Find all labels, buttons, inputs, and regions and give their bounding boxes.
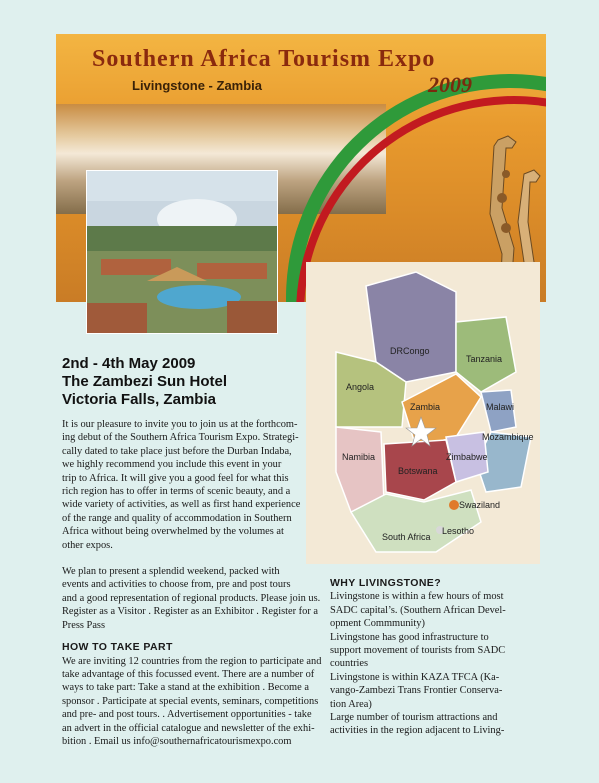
left-column	[62, 418, 322, 748]
plan-line: Register as a Visitor . Register as an Exhibitor . Register for a	[62, 606, 319, 618]
intro-line: Africa without being overwhelmed by the volumes at	[62, 526, 284, 538]
map-label-namibia: Namibia	[342, 452, 376, 462]
event-dates: 2nd - 4th May 2009	[62, 355, 196, 372]
why-line: activities in the region adjacent to Living-	[330, 725, 505, 737]
why-line: SADC capital’s. (Southern African Devel-	[330, 604, 506, 616]
map-label-zimbabwe: Zimbabwe	[446, 452, 488, 462]
map-label-swaziland: Swaziland	[459, 500, 501, 510]
banner-year: 2009	[428, 72, 472, 97]
event-place: Victoria Falls, Zambia	[62, 391, 216, 408]
intro-line: trip to Africa. It will give you a good feel for what this	[62, 472, 289, 484]
map-label-tanzania: Tanzania	[466, 354, 503, 364]
map-label-angola: Angola	[346, 382, 375, 392]
why-line: countries	[330, 658, 369, 670]
how-line: an advert in the official catalogue and newsletter of the exhi-	[62, 722, 315, 734]
how-line[interactable]: bition . Email us info@southernafricatourismexpo.com	[62, 735, 292, 747]
why-line: tion Area)	[330, 698, 372, 710]
plan-line: We plan to present a splendid weekend, packed with	[62, 566, 280, 578]
why-line: Large number of tourism attractions and	[330, 712, 498, 724]
event-heading	[62, 355, 322, 409]
plan-line: and a good representation of regional products. Please join us.	[62, 592, 321, 604]
intro-line: cally dated to take place just before the Durban Indaba,	[62, 445, 292, 457]
map-label-zambia: Zambia	[410, 402, 441, 412]
event-venue: The Zambezi Sun Hotel	[62, 373, 228, 390]
why-line: vango-Zambezi Trans Frontier Conserva-	[330, 685, 503, 697]
intro-line: other expos.	[62, 539, 113, 551]
banner-title: Southern Africa Tourism Expo	[92, 46, 436, 72]
map-label-mozambique: Mozambique	[482, 432, 534, 442]
map-label-botswana: Botswana	[398, 466, 438, 476]
intro-line: of the range and quality of accommodation in Southern	[62, 512, 292, 524]
southern-africa-map	[306, 262, 540, 564]
how-line: take advantage of this focussed event. There are a number of	[62, 668, 315, 680]
intro-line: ing debut of the Southern Africa Tourism Expo. Strategi-	[62, 432, 299, 444]
plan-line: events and activities to choose from, pre and post tours	[62, 579, 291, 591]
intro-line: wide variety of activities, as well as first hand experience	[62, 499, 301, 511]
map-label-malawi: Malawi	[486, 402, 515, 412]
map-label-south-africa: South Africa	[382, 532, 431, 542]
plan-line: Press Pass	[62, 619, 106, 631]
map-label-lesotho: Lesotho	[442, 526, 475, 536]
how-line: sponsor . Participate at special events, seminars, competitions	[62, 695, 319, 707]
why-line: opment Commmunity)	[330, 618, 425, 630]
intro-line: It is our pleasure to invite you to join us at the forthcom-	[62, 419, 298, 430]
hotel-photo	[86, 170, 278, 334]
why-line: Livingstone is within KAZA TFCA (Ka-	[330, 671, 500, 683]
why-line: Livingstone has good infrastructure to	[330, 631, 489, 643]
map-label-drcongo: DRCongo	[390, 346, 430, 356]
how-line: and pre- and post tours. . Advertisement opportunities - take	[62, 709, 312, 721]
banner-location: Livingstone - Zambia	[132, 78, 263, 93]
why-line: Livingstone is within a few hours of most	[330, 591, 504, 603]
why-line: support movement of tourists from SADC	[330, 645, 506, 657]
how-line: We are inviting 12 countries from the region to participate and	[62, 655, 322, 667]
how-heading: HOW TO TAKE PART	[62, 641, 173, 654]
right-column	[330, 577, 548, 738]
why-heading: WHY LIVINGSTONE?	[330, 577, 442, 589]
intro-line: we highly recommend you include this event in your	[62, 459, 282, 471]
how-line: ways to take part: Take a stand at the exhibition . Become a	[62, 682, 309, 694]
intro-line: rich region has to offer in terms of scenic beauty, and a	[62, 486, 291, 498]
